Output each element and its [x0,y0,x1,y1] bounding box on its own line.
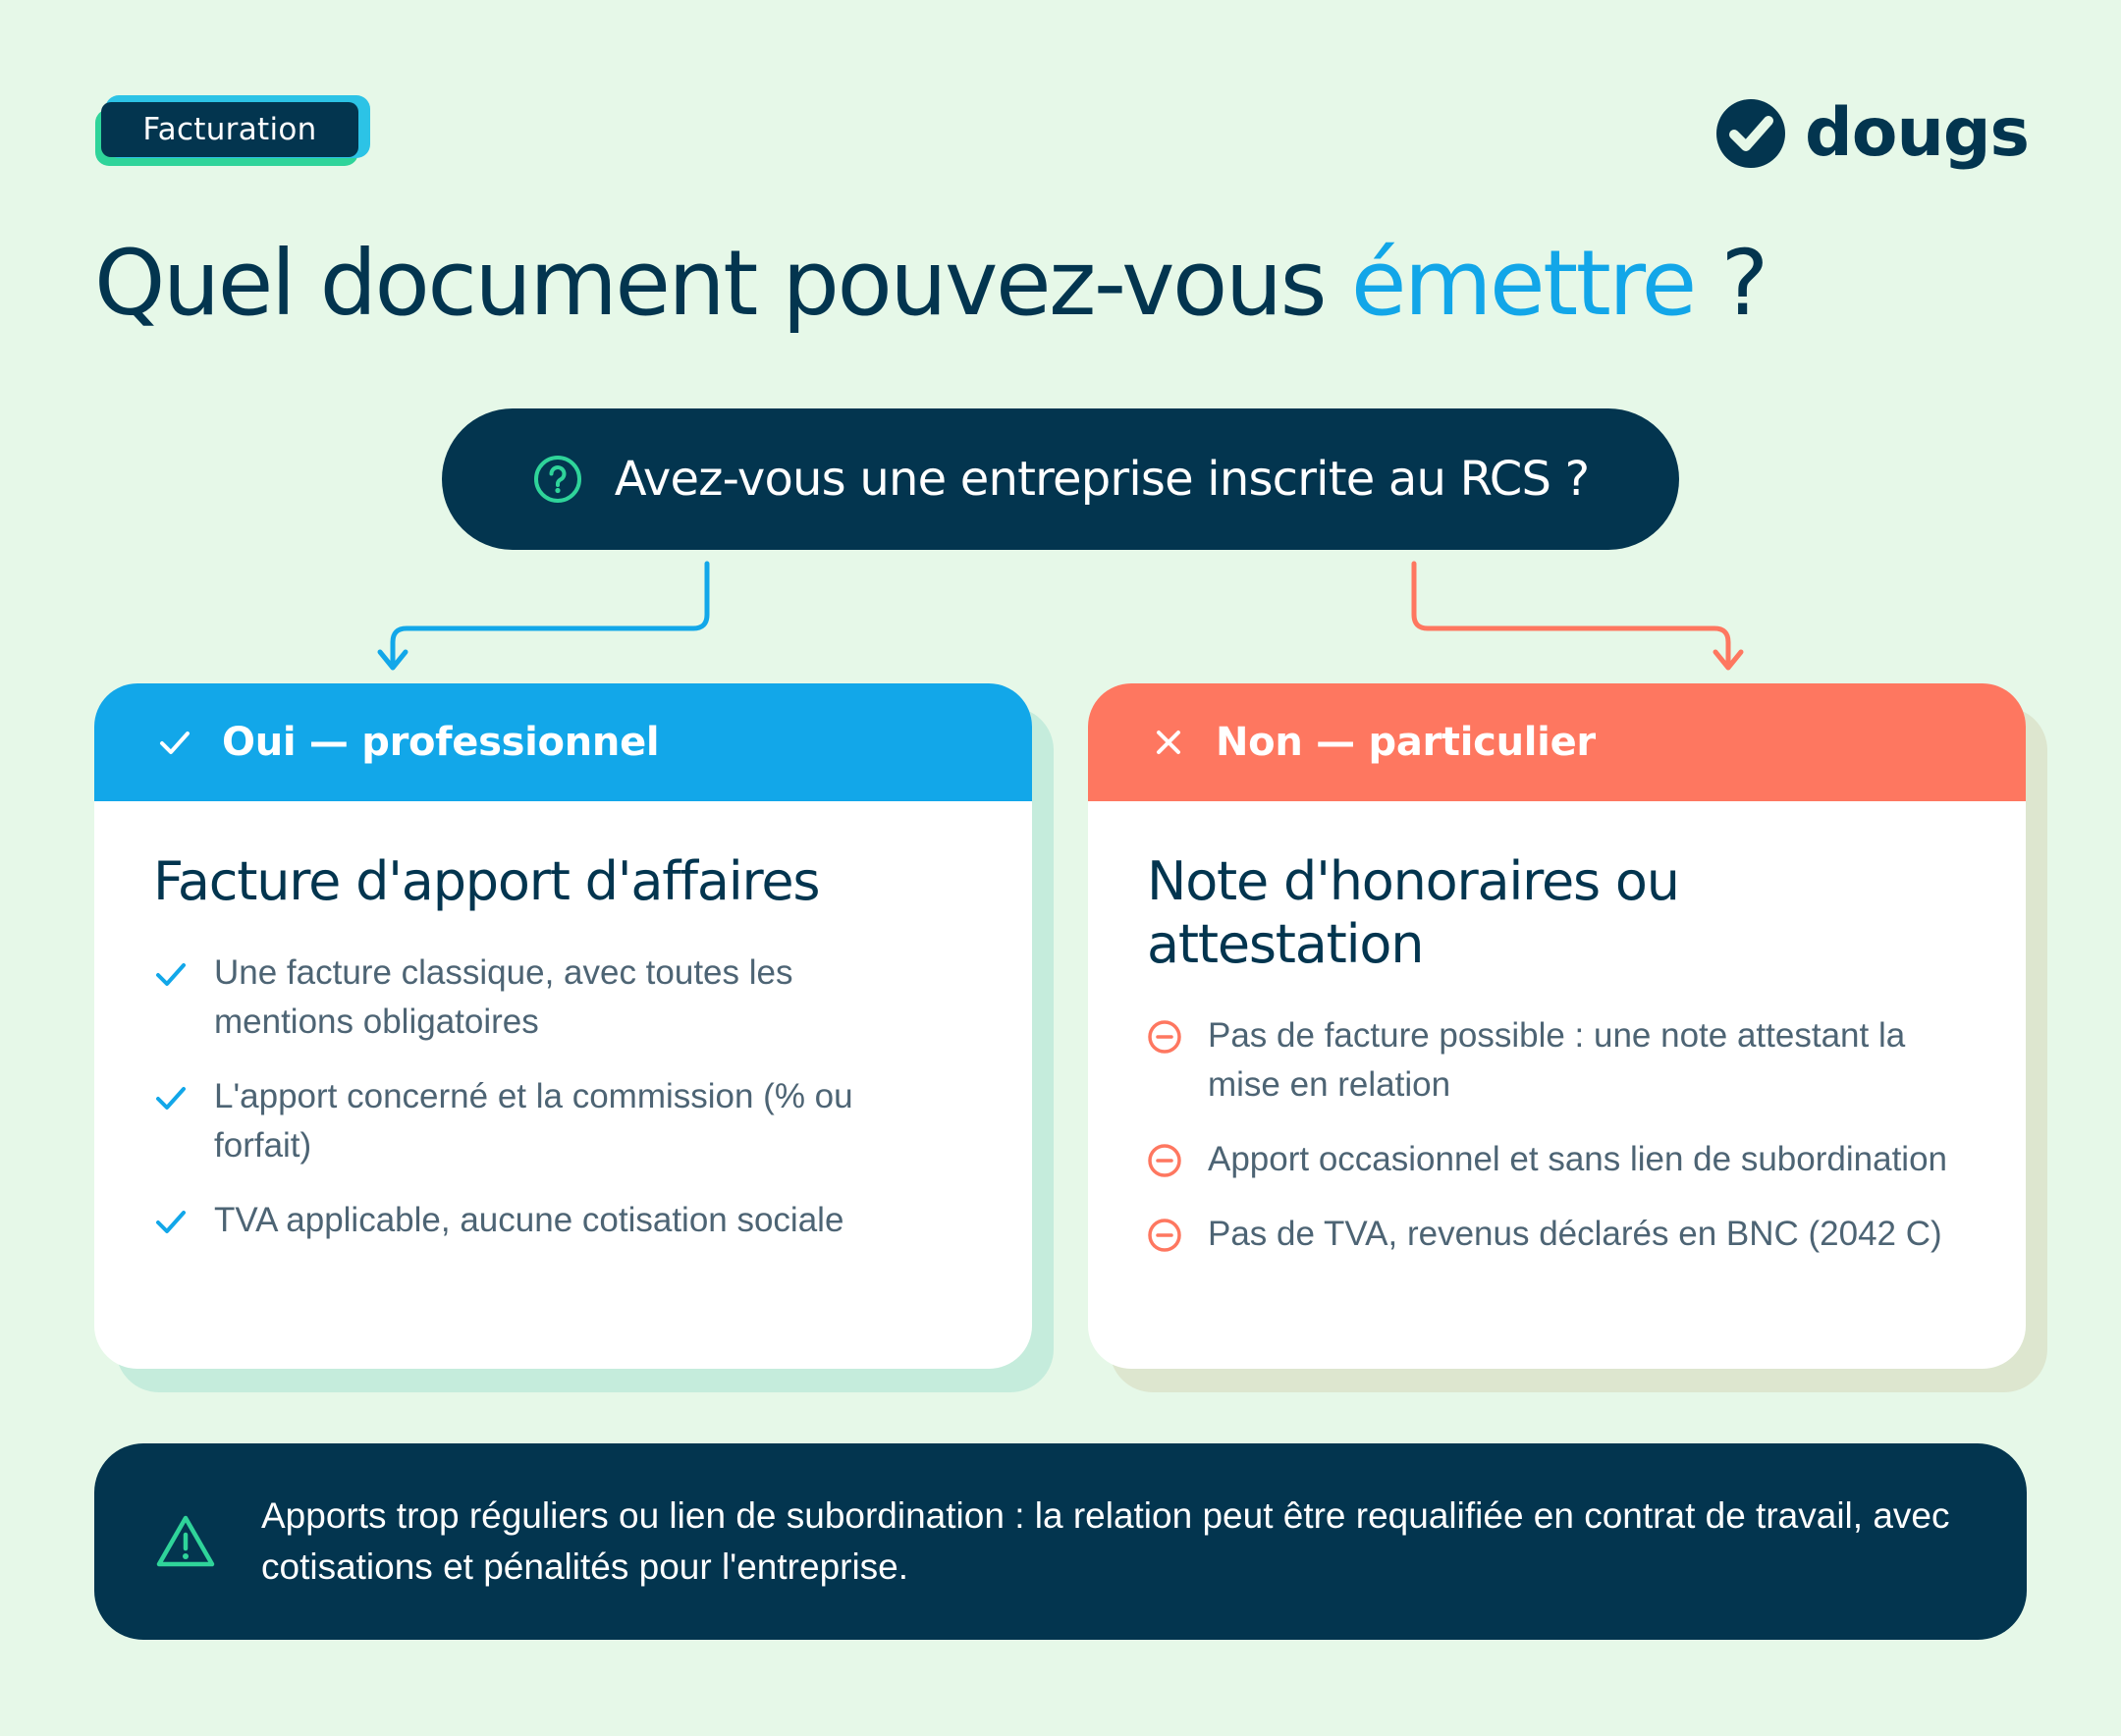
list-item-text: L'apport concerné et la commission (% ou forfait) [214,1077,853,1165]
list-item-text: Apport occasionnel et sans lien de subordination [1208,1140,1947,1178]
card-title: Note d'honoraires ou attestation [1147,850,1679,975]
list-item [153,949,973,1047]
question-text: Avez-vous une entreprise inscrite au RCS ? [614,452,1590,507]
check-circle-icon [1714,97,1787,170]
list-item [153,1196,973,1245]
list-item-text: Pas de TVA, revenus déclarés en BNC (2042 C) [1208,1215,1942,1253]
card-header-label: Non — particulier [1216,720,1596,765]
title-suffix: ? [1694,231,1767,336]
list-item-text: Pas de facture possible : une note attestant la mise en relation [1208,1016,1906,1104]
minus-circle-icon [1147,1143,1182,1178]
warning-text: Apports trop réguliers ou lien de subordination : la relation peut être requalifiée en contrat de travail, avec cotisations et pénalités pour l'entreprise. [261,1495,1950,1587]
card-header-label: Oui — professionnel [222,720,660,765]
list-item [1147,1011,1967,1110]
category-badge [95,95,370,166]
arrow-left-icon [380,564,707,668]
logo-text: dougs [1805,94,2029,172]
card-professional [94,683,1032,1369]
question-pill [442,408,1679,550]
list-item [153,1072,973,1170]
minus-circle-icon [1147,1019,1182,1055]
page-title [94,231,1767,336]
card-title: Facture d'apport d'affaires [153,850,820,912]
logo [1714,94,2029,173]
badge-label: Facturation [101,102,358,157]
minus-circle-icon [1147,1218,1182,1253]
list-item [1147,1210,1967,1259]
warning-triangle-icon [155,1513,216,1570]
card-header [1088,683,2026,801]
card-header [94,683,1032,801]
list-item-text: TVA applicable, aucune cotisation sociale [214,1201,844,1239]
check-icon [157,725,192,760]
close-icon [1151,725,1186,760]
check-icon [153,1080,189,1115]
list-item [1147,1135,1967,1184]
warning-banner [94,1443,2027,1640]
title-accent: émettre [1350,231,1695,336]
check-icon [153,1204,189,1239]
arrow-right-icon [1414,564,1741,668]
list-item-text: Une facture classique, avec toutes les mentions obligatoires [214,953,793,1041]
question-circle-icon [532,454,583,505]
title-main: Quel document pouvez-vous [94,231,1351,336]
card-individual [1088,683,2026,1369]
check-icon [153,956,189,992]
